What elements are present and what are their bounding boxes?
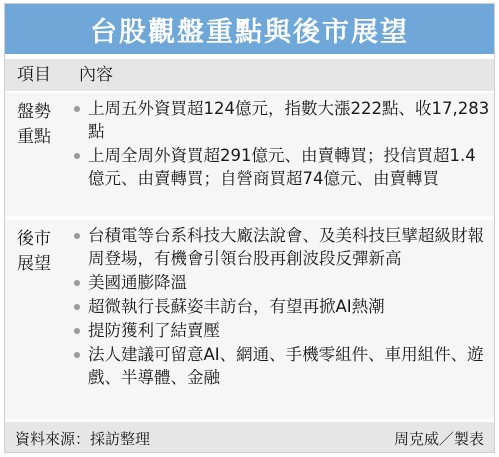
bullet-dot-icon (74, 153, 80, 159)
bullet-dot-icon (74, 304, 80, 310)
header-content: 內容 (79, 65, 113, 85)
title-bar (5, 4, 494, 54)
row-label: 後市展望 (17, 229, 51, 274)
footer-bar (5, 422, 494, 452)
bullet-list (72, 97, 490, 191)
row-label: 盤勢重點 (17, 102, 51, 147)
table-row-market-highlights (5, 93, 494, 216)
list-item (72, 271, 490, 294)
info-card (4, 3, 495, 453)
page-title: 台股觀盤重點與後市展望 (90, 16, 409, 48)
list-item-text: 上周五外資買超124億元，指數大漲222點、收17,283點 (88, 99, 490, 141)
list-item-text: 美國通膨降溫 (88, 273, 187, 292)
list-item-text: 台積電等台系科技大廠法說會、及美科技巨擘超級財報周登場，有機會引領台股再創波段反彈新高 (88, 226, 484, 268)
header-item: 項目 (17, 65, 51, 85)
list-item-text: 超微執行長蘇姿丰訪台，有望再掀AI熱潮 (88, 297, 385, 316)
list-item (72, 224, 490, 270)
bullet-dot-icon (74, 106, 80, 112)
list-item (72, 319, 490, 342)
list-item (72, 97, 490, 143)
bullet-dot-icon (74, 328, 80, 334)
bullet-dot-icon (74, 233, 80, 239)
list-item (72, 295, 490, 318)
list-item-text: 上周全周外資買超291億元、由賣轉買；投信買超1.4億元、由賣轉買；自營商買超74億元、由賣轉買 (88, 146, 476, 188)
bullet-dot-icon (74, 280, 80, 286)
bullet-list (72, 224, 490, 390)
list-item (72, 144, 490, 190)
list-item (72, 343, 490, 389)
table-row-outlook (5, 220, 494, 419)
table-header-row (5, 59, 494, 91)
list-item-text: 提防獲利了結賣壓 (88, 321, 220, 340)
credit-note: 周克威／製表 (393, 430, 484, 448)
list-item-text: 法人建議可留意AI、網通、手機零組件、車用組件、遊戲、半導體、金融 (88, 345, 484, 387)
source-note: 資料來源：採訪整理 (15, 430, 151, 448)
bullet-dot-icon (74, 352, 80, 358)
